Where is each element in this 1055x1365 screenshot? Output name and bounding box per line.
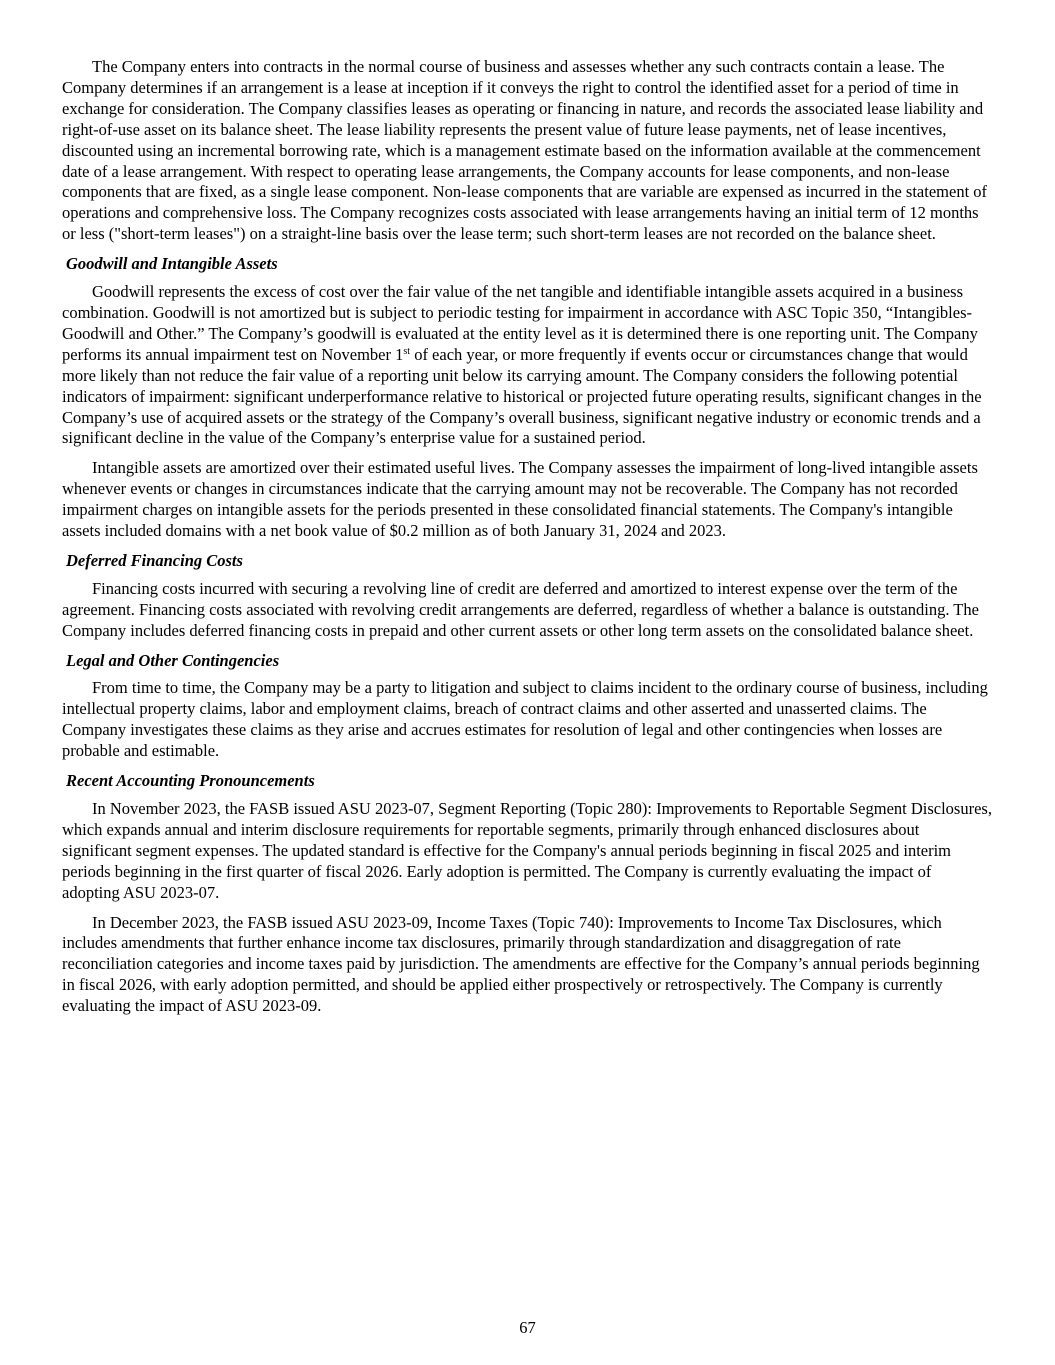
paragraph-asu-2023-07: In November 2023, the FASB issued ASU 2023-07, Segment Reporting (Topic 280): Improvements to Reportable Segment Disclosures, which expands annual and interim disclosure requirements for reportable segments, primarily through enhanced disclosures about significant segment expenses. The updated standard is effective for the Company's annual periods beginning in fiscal 2025 and interim periods beginning in the first quarter of fiscal 2026. Early adoption is permitted. The Company is currently evaluating the impact of adopting ASU 2023-07. [62, 799, 992, 902]
paragraph-goodwill-text-before-superscript: Goodwill represents the excess of cost over the fair value of the net tangible and identifiable intangible assets acquired in a business combination. Goodwill is not amortized but is subject to periodic testing for impairment in accordance with ASC Topic 350, “Intangibles-Goodwill and Other.” The Company’s goodwill is evaluated at the entity level as it is determined there is one reporting unit. The Company performs its annual impairment test on November 1 [62, 282, 978, 364]
ordinal-superscript: st [403, 345, 411, 357]
paragraph-leases: The Company enters into contracts in the normal course of business and assesses whether any such contracts contain a lease. The Company determines if an arrangement is a lease at inception if it conveys the right to control the identified asset for a period of time in exchange for consideration. The Company classifies leases as operating or financing in nature, and records the associated lease liability and right-of-use asset on its balance sheet. The lease liability represents the present value of future lease payments, net of lease incentives, discounted using an incremental borrowing rate, which is a management estimate based on the information available at the commencement date of a lease arrangement. With respect to operating lease arrangements, the Company accounts for lease components, and non-lease components that are fixed, as a single lease component. Non-lease components that are variable are expensed as incurred in the statement of operations and comprehensive loss. The Company recognizes costs associated with lease arrangements having an initial term of 12 months or less ("short-term leases") on a straight-line basis over the lease term; such short-term leases are not recorded on the balance sheet. [62, 57, 988, 244]
paragraph-legal-contingencies: From time to time, the Company may be a party to litigation and subject to claims incident to the ordinary course of business, including intellectual property claims, labor and employment claims, breach of contract claims and other asserted and unasserted claims. The Company investigates these claims as they arise and accrues estimates for resolution of legal and other contingencies when losses are probable and estimable. [62, 678, 988, 761]
paragraph-deferred-financing-costs: Financing costs incurred with securing a revolving line of credit are deferred and amortized to interest expense over the term of the agreement. Financing costs associated with revolving credit arrangements are deferred, regardless of whether a balance is outstanding. The Company includes deferred financing costs in prepaid and other current assets or other long term assets on the consolidated balance sheet. [62, 578, 979, 640]
heading-legal-and-other-contingencies: Legal and Other Contingencies [66, 650, 280, 670]
heading-recent-accounting-pronouncements: Recent Accounting Pronouncements [66, 771, 315, 791]
paragraph-goodwill [62, 282, 993, 449]
heading-deferred-financing-costs: Deferred Financing Costs [66, 550, 243, 570]
heading-goodwill-and-intangible-assets: Goodwill and Intangible Assets [66, 254, 278, 274]
paragraph-goodwill-text-after-superscript: of each year, or more frequently if events occur or circumstances change that would more likely than not reduce the fair value of a reporting unit below its carrying amount. The Company considers the following potential indicators of impairment: significant underperformance relative to historical or projected future operating results, significant changes in the Company’s use of acquired assets or the strategy of the Company’s overall business, significant negative industry or economic trends and a significant decline in the value of the Company’s enterprise value for a sustained period. [62, 344, 982, 448]
paragraph-intangible-assets: Intangible assets are amortized over their estimated useful lives. The Company assesses the impairment of long-lived intangible assets whenever events or changes in circumstances indicate that the carrying amount may not be recoverable. The Company has not recorded impairment charges on intangible assets for the periods presented in these consolidated financial statements. The Company's intangible assets included domains with a net book value of $0.2 million as of both January 31, 2024 and 2023. [62, 458, 978, 541]
paragraph-asu-2023-09: In December 2023, the FASB issued ASU 2023-09, Income Taxes (Topic 740): Improvements to Income Tax Disclosures, which includes amendments that further enhance income tax disclosures, primarily through standardization and disaggregation of rate reconciliation categories and income taxes paid by jurisdiction. The amendments are effective for the Company’s annual periods beginning in fiscal 2026, with early adoption permitted, and should be applied either prospectively or retrospectively. The Company is currently evaluating the impact of ASU 2023-09. [62, 912, 980, 1016]
page-number: 67 [519, 1318, 536, 1337]
